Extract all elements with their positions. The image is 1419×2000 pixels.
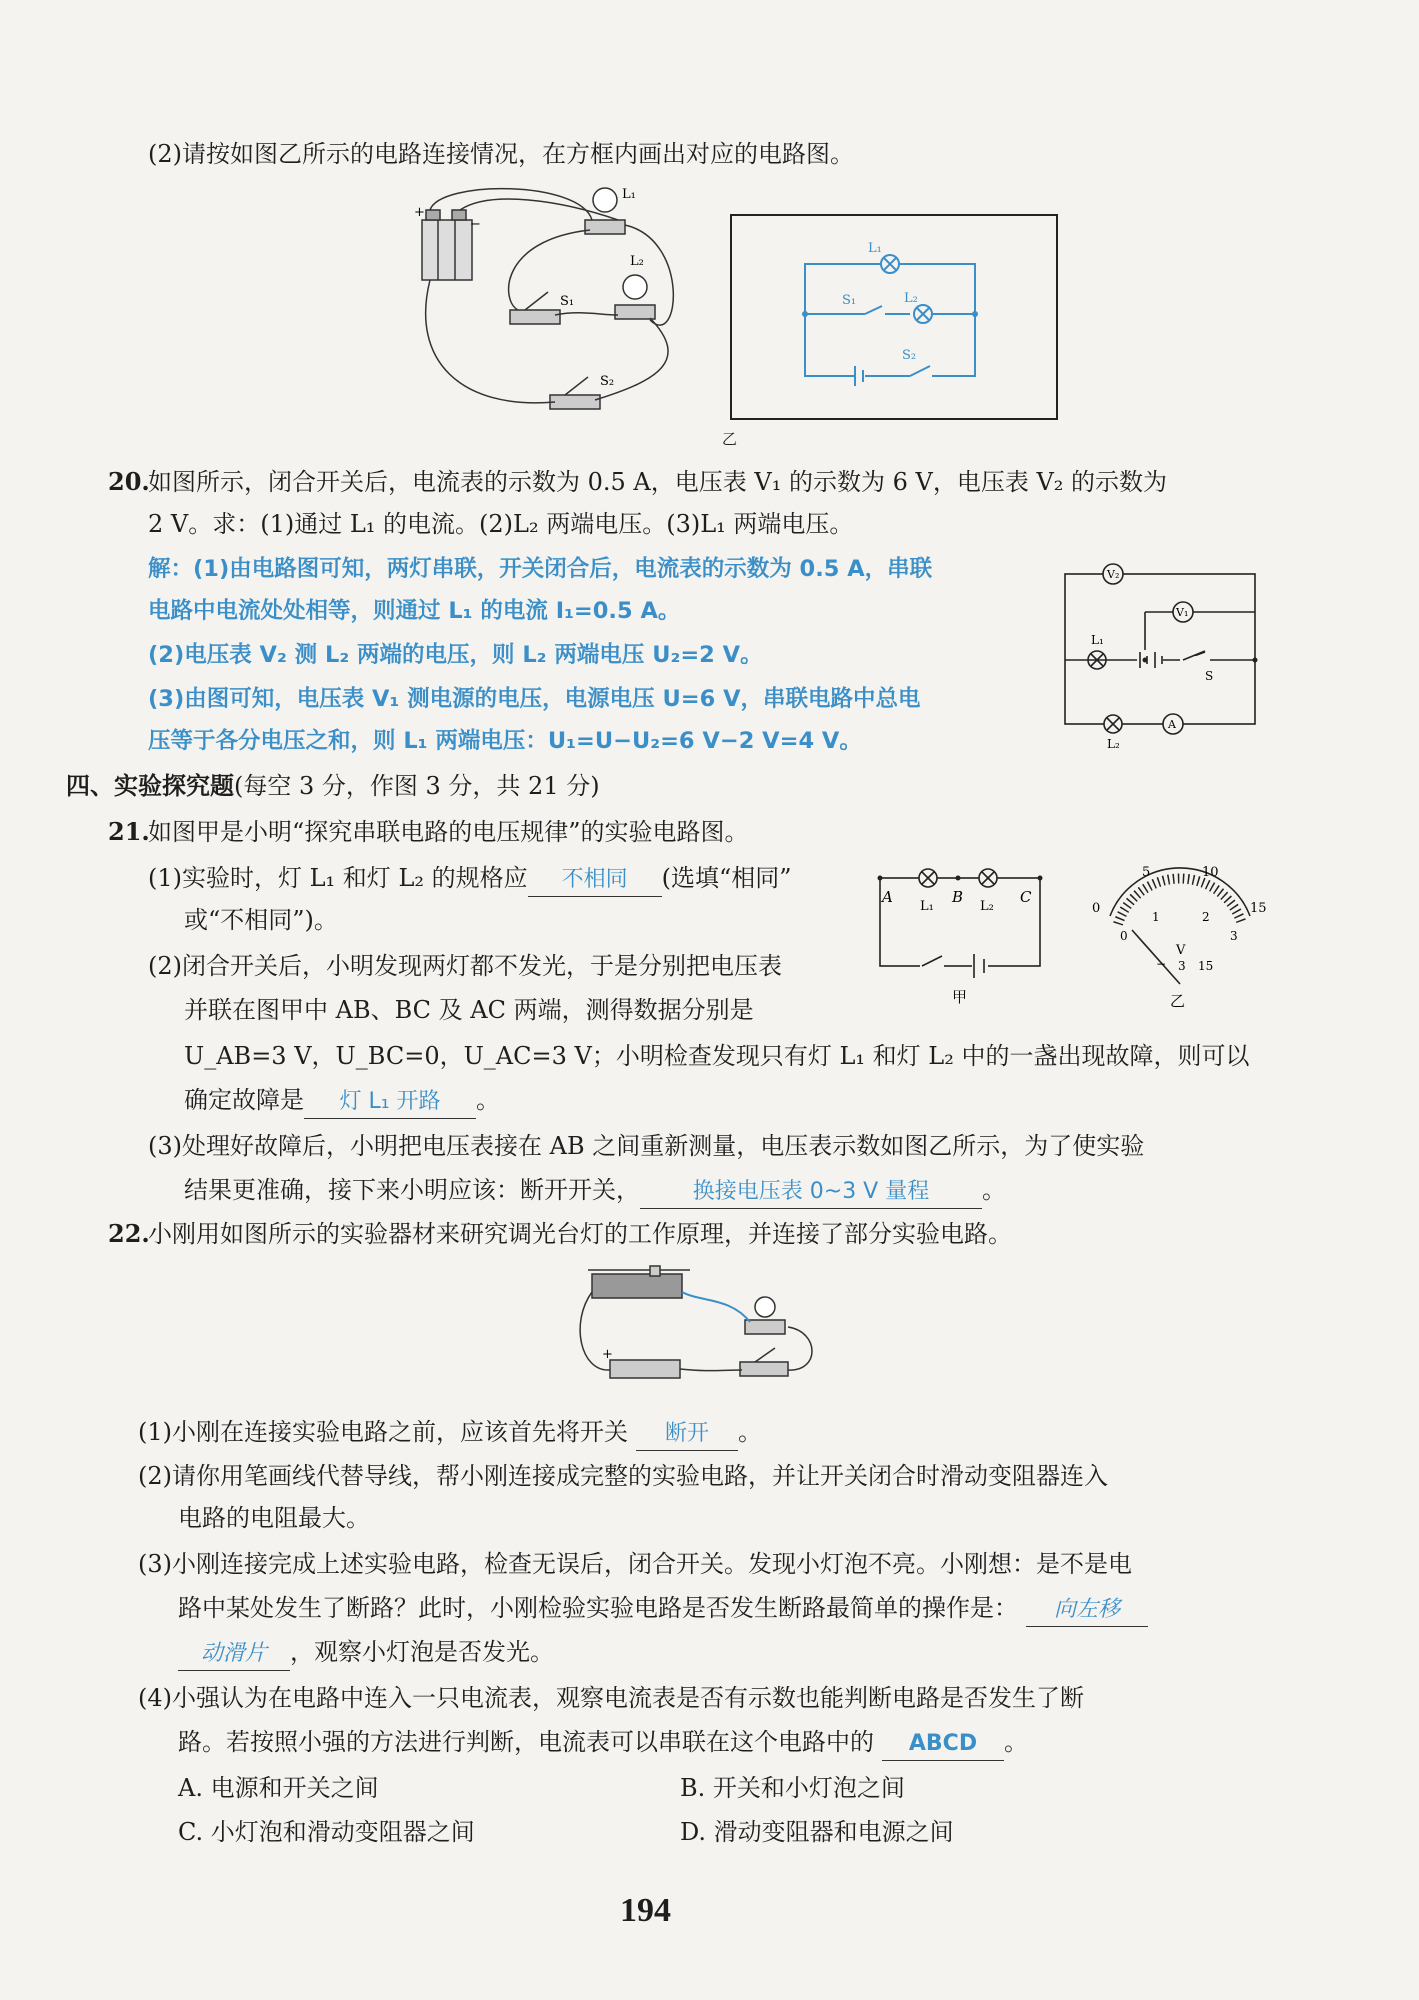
q22-p4-answer: ABCD (908, 1731, 978, 1756)
q21-p3-line2: 结果更准确，接下来小明应该：断开开关， 换接电压表 0~3 V 量程 。 (184, 1174, 1006, 1209)
battery-icon (422, 220, 472, 280)
section4-title: 四、实验探究题 (66, 771, 234, 800)
q21-p2-answer: 灯 L₁ 开路 (339, 1089, 441, 1114)
q21-p2-c: U_AB=3 V，U_BC=0，U_AC=3 V；小明检查发现只有灯 L₁ 和灯 L₂ 中的一盏出现故障，则可以 (184, 1042, 1250, 1070)
q20-solution-3: (2)电压表 V₂ 测 L₂ 两端的电压，则 L₂ 两端电压 U₂=2 V。 (148, 642, 763, 668)
q19-fig-caption: 乙 (722, 430, 738, 448)
q22-option-b: B. 开关和小灯泡之间 (680, 1774, 905, 1802)
q22-number: 22. (108, 1219, 150, 1248)
q21-p2-line4: 确定故障是 灯 L₁ 开路 。 (184, 1084, 500, 1119)
q22-apparatus (570, 1262, 832, 1392)
q22-p1-a: (1)小刚在连接实验电路之前，应该首先将开关 (138, 1418, 628, 1446)
bulb-l1-icon (585, 220, 625, 234)
q22-option-a: A. 电源和开关之间 (178, 1774, 379, 1802)
q22-p1-blank (636, 1416, 738, 1451)
q20-label-v2: V₂ (1107, 568, 1120, 581)
bulb-l2-icon (615, 305, 655, 319)
rheostat-icon (592, 1274, 682, 1298)
q21-p2-d: 确定故障是 (184, 1086, 304, 1114)
q21-fig-jia-caption: 甲 (952, 988, 968, 1006)
q20-solution-2: 电路中电流处处相等，则通过 L₁ 的电流 I₁=0.5 A。 (148, 598, 681, 624)
q22-intro: 小刚用如图所示的实验器材来研究调光台灯的工作原理，并连接了部分实验电路。 (148, 1220, 1012, 1248)
q22-p4-a: (4)小强认为在电路中连入一只电流表，观察电流表是否有示数也能判断电路是否发生了断 (138, 1684, 1084, 1712)
terminal-minus: − (1156, 957, 1167, 971)
q22-p3-answer1: 向左移 (1053, 1597, 1120, 1622)
label-s1: S₁ (560, 294, 575, 309)
q22-p1-line: (1)小刚在连接实验电路之前，应该首先将开关 断开 。 (138, 1416, 762, 1451)
q22-switch-icon (740, 1362, 788, 1376)
q21-label-l2: L₂ (980, 899, 994, 914)
label-s2: S₂ (600, 374, 615, 389)
q22-option-d: D. 滑动变阻器和电源之间 (680, 1818, 954, 1846)
q21-fig-jia (870, 858, 1050, 1008)
q21-p1-c: 或“不相同”)。 (184, 906, 338, 934)
q21-p1-line1 (148, 862, 792, 897)
switch-s2-icon (550, 395, 600, 409)
scale-top-0: 0 (1092, 901, 1101, 916)
q22-bulb-icon (745, 1320, 785, 1334)
q22-p4-b: 路。若按照小强的方法进行判断，电流表可以串联在这个电路中的 (178, 1728, 874, 1756)
q21-p3-a: (3)处理好故障后，小明把电压表接在 AB 之间重新测量，电压表示数如图乙所示，为了使实验 (148, 1132, 1145, 1160)
q22-p3-c: ，观察小灯泡是否发光。 (290, 1638, 554, 1666)
q22-plus-label: + (602, 1347, 613, 1362)
terminal-15: 15 (1198, 959, 1214, 973)
q21-p3-b: 结果更准确，接下来小明应该：断开开关， (184, 1176, 640, 1204)
scale-top-5: 5 (1142, 866, 1151, 880)
q21-p1-blank (528, 862, 662, 897)
q22-p4-line2: 路。若按照小强的方法进行判断，电流表可以串联在这个电路中的 ABCD 。 (178, 1726, 1028, 1761)
scale-bottom-1: 1 (1152, 910, 1160, 924)
section4-note: (每空 3 分，作图 3 分，共 21 分) (234, 772, 600, 800)
q22-option-c: C. 小灯泡和滑动变阻器之间 (178, 1818, 475, 1846)
q21-p1-answer: 不相同 (561, 867, 628, 892)
q21-p3-answer: 换接电压表 0~3 V 量程 (692, 1179, 930, 1204)
answer-label-l2: L₂ (904, 291, 918, 306)
scale-bottom-2: 2 (1202, 910, 1210, 924)
q20-label-a: A (1168, 718, 1176, 731)
answer-label-s2: S₂ (902, 348, 917, 363)
q21-number: 21. (108, 817, 150, 846)
q21-fig-yi-caption: 乙 (1170, 992, 1186, 1010)
q21-label-b: B (952, 888, 964, 906)
q22-battery-icon (610, 1360, 680, 1378)
switch-s1-icon (510, 310, 560, 324)
q22-p3-a: (3)小刚连接完成上述实验电路，检查无误后，闭合开关。发现小灯泡不亮。小刚想：是不是电 (138, 1550, 1132, 1578)
q20-number: 20. (108, 467, 150, 496)
q22-p3-answer2: 动滑片 (200, 1641, 267, 1666)
q21-fig-yi-voltmeter (1090, 866, 1270, 1016)
q21-intro: 如图甲是小明“探究串联电路的电压规律”的实验电路图。 (148, 818, 749, 846)
voltmeter-unit: V (1176, 943, 1186, 958)
q22-p3-b: 路中某处发生了断路？此时，小刚检验实验电路是否发生断路最简单的操作是： (178, 1594, 1018, 1622)
q20-label-l1: L₁ (1091, 633, 1104, 647)
q22-p3-line3 (178, 1636, 554, 1671)
q21-label-c: C (1020, 888, 1032, 906)
q19-answer-box (730, 214, 1060, 422)
scale-top-10: 10 (1202, 866, 1219, 880)
q22-p2-b: 电路的电阻最大。 (178, 1504, 370, 1532)
q22-p2-a: (2)请你用笔画线代替导线，帮小刚连接成完整的实验电路，并让开关闭合时滑动变阻器连入 (138, 1462, 1108, 1490)
q22-p3-line2 (178, 1592, 1148, 1627)
label-l2: L₂ (630, 254, 644, 269)
scale-bottom-3: 3 (1230, 929, 1238, 943)
label-plus: + (414, 205, 425, 220)
q20-line1: 如图所示，闭合开关后，电流表的示数为 0.5 A，电压表 V₁ 的示数为 6 V，电压表 V₂ 的示数为 (148, 468, 1168, 496)
page-number: 194 (620, 1892, 671, 1929)
q22-p1-answer: 断开 (664, 1421, 709, 1446)
scale-bottom-0: 0 (1120, 929, 1128, 943)
q21-p1-a: (1)实验时，灯 L₁ 和灯 L₂ 的规格应 (148, 864, 528, 892)
q20-label-s: S (1205, 669, 1214, 683)
q21-p1-b: (选填“相同” (661, 864, 792, 892)
q21-p3-blank (640, 1174, 982, 1209)
scale-top-15: 15 (1250, 901, 1267, 916)
q21-label-l1: L₁ (920, 899, 934, 914)
q20-label-l2: L₂ (1107, 737, 1120, 751)
q20-label-v1: V₁ (1176, 606, 1189, 619)
q21-p2-blank (304, 1084, 476, 1119)
answer-label-l1: L₁ (868, 241, 882, 256)
label-l1: L₁ (622, 187, 636, 202)
terminal-3: 3 (1178, 959, 1186, 973)
q20-solution-1: 解：(1)由电路图可知，两灯串联，开关闭合后，电流表的示数为 0.5 A，串联 (148, 556, 933, 582)
q20-circuit-diagram (1055, 556, 1270, 756)
label-minus: − (470, 217, 481, 232)
q20-line2: 2 V。求：(1)通过 L₁ 的电流。(2)L₂ 两端电压。(3)L₁ 两端电压。 (148, 510, 854, 538)
q22-p3-blank1 (1026, 1592, 1148, 1627)
q20-solution-4: (3)由图可知，电压表 V₁ 测电源的电压，电源电压 U=6 V，串联电路中总电 (148, 686, 921, 712)
q22-p4-blank (882, 1726, 1004, 1761)
section4-heading (66, 770, 600, 802)
q21-label-a: A (882, 888, 893, 906)
q21-p2-a: (2)闭合开关后，小明发现两灯都不发光，于是分别把电压表 (148, 952, 782, 980)
q22-p3-blank2 (178, 1636, 290, 1671)
q21-p2-b: 并联在图甲中 AB、BC 及 AC 两端，测得数据分别是 (184, 996, 754, 1024)
answer-label-s1: S₁ (842, 293, 857, 308)
q20-solution-5: 压等于各分电压之和，则 L₁ 两端电压：U₁=U−U₂=6 V−2 V=4 V。 (148, 728, 862, 754)
q19-physical-circuit (400, 180, 710, 420)
q19-2-text: (2)请按如图乙所示的电路连接情况，在方框内画出对应的电路图。 (148, 140, 854, 168)
